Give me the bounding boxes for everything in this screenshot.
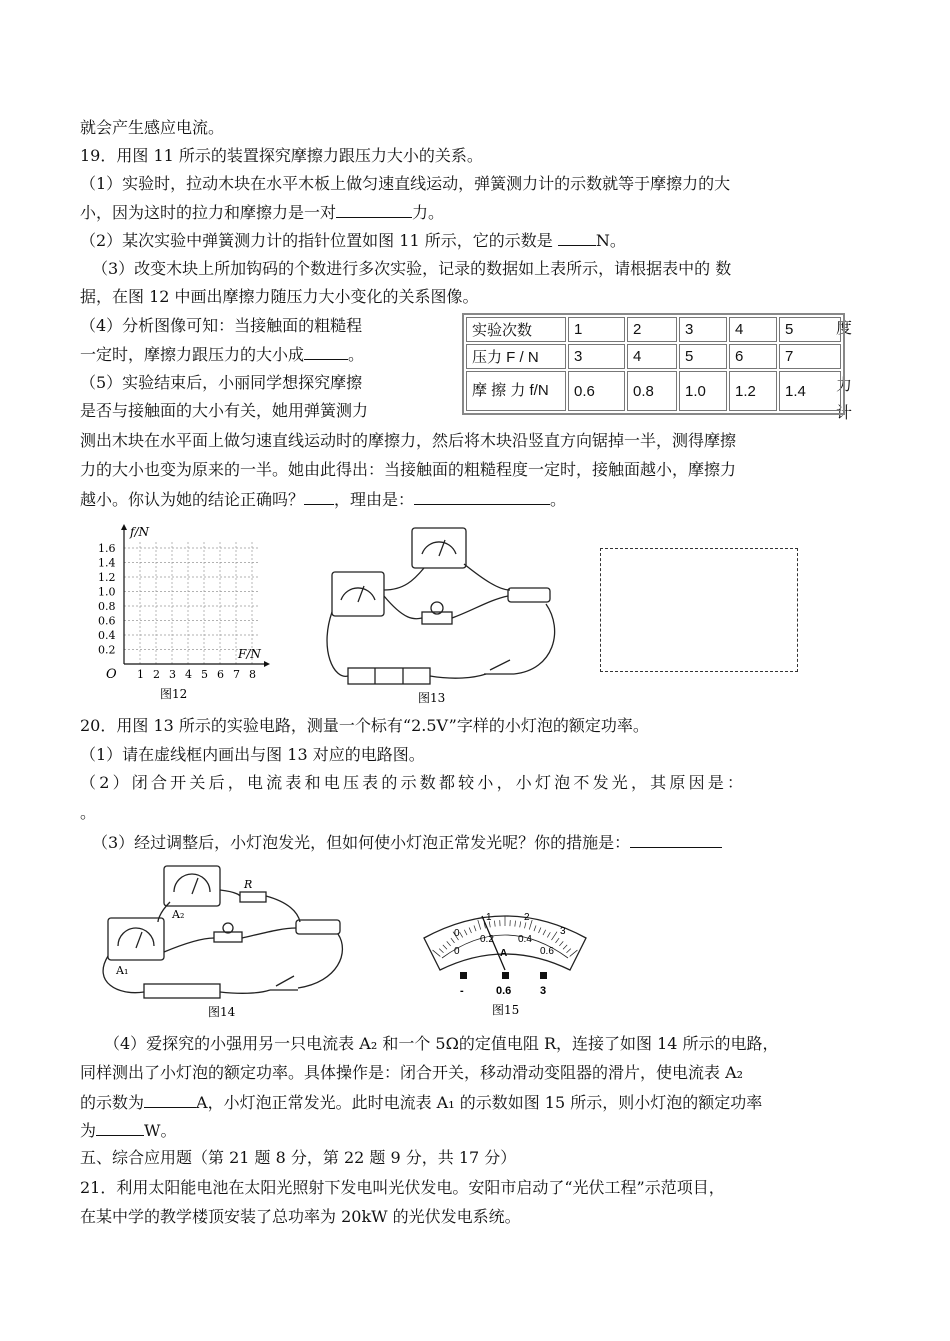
answer-blank[interactable] bbox=[144, 1091, 196, 1108]
dial-tick bbox=[534, 926, 536, 932]
dial-tick bbox=[433, 950, 441, 956]
table-row bbox=[466, 344, 841, 369]
question-19-part4: （4）分析图像可知：当接触面的粗糙程 bbox=[80, 316, 363, 335]
answer-blank[interactable] bbox=[304, 488, 334, 505]
answer-blank[interactable] bbox=[304, 343, 348, 360]
dial-tick bbox=[464, 930, 467, 935]
data-table bbox=[462, 313, 845, 415]
question-20-part1: （1）请在虚线框内画出与图 13 对应的电路图。 bbox=[80, 745, 425, 764]
text: ，理由是： bbox=[334, 490, 415, 509]
cell: 1.2 bbox=[729, 371, 777, 411]
cell: 4 bbox=[627, 344, 677, 369]
cell: 3 bbox=[568, 344, 625, 369]
dial-tick bbox=[474, 926, 476, 932]
table-row bbox=[466, 371, 841, 411]
text: 。 bbox=[550, 490, 567, 509]
switch-icon bbox=[270, 976, 298, 990]
dial-tick bbox=[460, 932, 463, 937]
question-20-part4-c bbox=[80, 1091, 762, 1114]
dial-tick bbox=[570, 950, 578, 956]
cell: 1 bbox=[568, 317, 625, 342]
figure-caption: 图12 bbox=[160, 687, 188, 701]
dial-tick bbox=[439, 949, 443, 953]
cell: 2 bbox=[627, 317, 677, 342]
figure-caption: 图15 bbox=[492, 1003, 520, 1017]
side-text: 力 bbox=[836, 375, 853, 394]
scale-top-label: 2 bbox=[524, 912, 530, 923]
row-label: 摩 擦 力 f/N bbox=[466, 371, 566, 411]
text: N。 bbox=[595, 231, 626, 250]
scale-top-label: 0 bbox=[454, 928, 460, 939]
dial-tick bbox=[447, 941, 451, 946]
question-19-part1: （1）实验时，拉动木块在水平木板上做匀速直线运动，弹簧测力计的示数就等于摩擦力的大 bbox=[80, 174, 731, 193]
text: （2）某次实验中弹簧测力计的指针位置如图 11 所示，它的示数是 bbox=[80, 231, 558, 250]
section-5-title: 五、综合应用题（第 21 题 8 分，第 22 题 9 分，共 17 分） bbox=[80, 1148, 517, 1167]
dial-tick bbox=[543, 930, 546, 935]
unit-label: A bbox=[500, 948, 508, 959]
scale-bottom-label: 0 bbox=[454, 946, 460, 957]
ammeter-a1 bbox=[108, 918, 164, 960]
question-19-part3: （3）改变木块上所加钩码的个数进行多次实验，记录的数据如上表所示，请根据表中的 数 bbox=[92, 259, 732, 278]
x-tick-label: 5 bbox=[201, 668, 208, 681]
y-tick-label: 0.8 bbox=[98, 600, 116, 613]
x-tick-label: 8 bbox=[249, 668, 256, 681]
question-21-text: 21．利用太阳能电池在太阳光照射下发电叫光伏发电。安阳市启动了“光伏工程”示范项目， bbox=[80, 1178, 725, 1197]
dial-tick bbox=[494, 921, 495, 927]
y-axis-label: f/N bbox=[130, 525, 149, 539]
dial-tick bbox=[566, 949, 570, 953]
x-tick-label: 6 bbox=[217, 668, 224, 681]
answer-blank[interactable] bbox=[630, 831, 722, 848]
question-19-part2 bbox=[80, 229, 626, 252]
cell: 0.6 bbox=[568, 371, 625, 411]
label-a1: A₁ bbox=[116, 964, 129, 977]
question-20-title: 20．用图 13 所示的实验电路，测量一个标有“2.5V”字样的小灯泡的额定功率。 bbox=[80, 716, 649, 735]
text-line: 就会产生感应电流。 bbox=[80, 118, 225, 137]
row-label: 实验次数 bbox=[466, 317, 566, 342]
y-tick-label: 1.4 bbox=[98, 556, 116, 570]
text: 的示数为 bbox=[80, 1093, 145, 1112]
y-tick-label: 1.2 bbox=[98, 571, 116, 584]
x-tick-label: 1 bbox=[137, 668, 144, 681]
y-arrow bbox=[121, 524, 127, 530]
dial-tick bbox=[529, 920, 532, 930]
x-tick-label: 2 bbox=[153, 668, 160, 681]
answer-blank[interactable] bbox=[96, 1119, 144, 1136]
battery bbox=[348, 668, 430, 684]
terminal-icon bbox=[502, 972, 509, 979]
question-19-part1-cont bbox=[80, 201, 444, 224]
question-20-part4-b: 同样测出了小灯泡的额定功率。具体操作是：闭合开关，移动滑动变阻器的滑片，使电流表 A₂ bbox=[80, 1063, 744, 1082]
scale-bottom-label: 0.2 bbox=[480, 934, 494, 945]
dial-tick bbox=[469, 927, 471, 933]
switch-icon bbox=[484, 660, 514, 674]
label-a2: A₂ bbox=[172, 908, 185, 921]
figure-caption: 图13 bbox=[418, 691, 446, 705]
text: 一定时，摩擦力跟压力的大小成 bbox=[80, 345, 305, 364]
text: 越小。你认为她的结论正确吗？ bbox=[80, 490, 305, 509]
side-text: 计 bbox=[836, 403, 853, 422]
rheostat bbox=[508, 588, 550, 602]
dial-tick bbox=[556, 938, 560, 943]
question-19-part5-c: 测出木块在水平面上做匀速直线运动时的摩擦力，然后将木块沿竖直方向锯掉一半，测得摩擦 bbox=[80, 431, 737, 450]
scale-bottom-label: 0.4 bbox=[518, 934, 532, 945]
y-tick-label: 0.4 bbox=[98, 629, 116, 642]
answer-blank[interactable] bbox=[414, 488, 550, 505]
answer-blank[interactable] bbox=[336, 201, 412, 218]
cell: 3 bbox=[679, 317, 727, 342]
x-tick-label: 4 bbox=[185, 668, 192, 681]
y-tick-label: 0.2 bbox=[98, 643, 116, 657]
side-text: 度 bbox=[836, 318, 853, 337]
dial-tick bbox=[515, 921, 516, 927]
text: 小，因为这时的拉力和摩擦力是一对 bbox=[80, 203, 337, 222]
ammeter bbox=[332, 572, 384, 616]
dial-tick bbox=[525, 922, 526, 928]
dial-tick bbox=[539, 927, 541, 933]
scale-top-label: 3 bbox=[560, 926, 566, 937]
scale-top-label: 1 bbox=[486, 912, 492, 923]
cell: 4 bbox=[729, 317, 777, 342]
resistor-r bbox=[240, 892, 266, 902]
y-tick-label: 0.6 bbox=[98, 614, 116, 628]
cell: 0.8 bbox=[627, 371, 677, 411]
question-19-part3-cont: 据，在图 12 中画出摩擦力随压力大小变化的关系图像。 bbox=[80, 287, 479, 306]
question-20-part4-d bbox=[80, 1119, 176, 1142]
table-row bbox=[466, 317, 841, 342]
dial-tick bbox=[551, 932, 557, 940]
terminal-label: 0.6 bbox=[496, 985, 512, 997]
battery bbox=[144, 984, 220, 998]
dial-tick bbox=[443, 945, 447, 949]
label-r: R bbox=[244, 878, 253, 891]
dial-tick bbox=[547, 932, 550, 937]
y-tick-label: 1.0 bbox=[98, 585, 116, 599]
cell: 5 bbox=[779, 317, 841, 342]
figure-12-graph bbox=[96, 522, 276, 704]
figure-15-ammeter-dial bbox=[420, 898, 590, 1022]
text: 力。 bbox=[412, 203, 445, 222]
question-19-part4-cont bbox=[80, 343, 364, 366]
figure-13-circuit bbox=[314, 520, 574, 708]
rheostat bbox=[296, 920, 340, 934]
question-19-part5: （5）实验结束后，小丽同学想探究摩擦 bbox=[80, 373, 363, 392]
question-20-part4: （4）爱探究的小强用另一只电流表 A₂ 和一个 5Ω的定值电阻 R，连接了如图 14 所示的电路， bbox=[104, 1034, 779, 1053]
x-tick-label: 3 bbox=[169, 668, 176, 681]
answer-blank[interactable] bbox=[558, 229, 596, 246]
question-19-part5-e bbox=[80, 488, 566, 511]
text: W。 bbox=[144, 1121, 177, 1140]
question-19-part5-d: 力的大小也变为原来的一半。她由此得出：当接触面的粗糙程度一定时，接触面越小，摩擦力 bbox=[80, 460, 737, 479]
cell: 1.0 bbox=[679, 371, 727, 411]
figure-caption: 图14 bbox=[208, 1005, 236, 1019]
cell: 6 bbox=[729, 344, 777, 369]
ammeter-a2 bbox=[164, 866, 220, 906]
dial-tick bbox=[563, 945, 567, 949]
cell: 5 bbox=[679, 344, 727, 369]
question-20-part2-cont: 。 bbox=[80, 803, 97, 822]
dial-tick bbox=[478, 920, 481, 930]
x-axis-label: F/N bbox=[238, 647, 261, 661]
text: 为 bbox=[80, 1121, 97, 1140]
dial-tick bbox=[520, 921, 521, 927]
row-label: 压力 F / N bbox=[466, 344, 566, 369]
cell: 1.4 bbox=[779, 371, 841, 411]
origin-label: O bbox=[106, 667, 117, 682]
x-tick-label: 7 bbox=[233, 668, 240, 681]
question-20-part2: （2）闭合开关后，电流表和电压表的示数都较小，小灯泡不发光，其原因是： bbox=[80, 773, 747, 792]
terminal-label: - bbox=[460, 985, 464, 997]
voltmeter bbox=[412, 528, 466, 568]
cell: 7 bbox=[779, 344, 841, 369]
question-21-text-cont: 在某中学的教学楼顶安装了总功率为 20kW 的光伏发电系统。 bbox=[80, 1207, 521, 1226]
text: A，小灯泡正常发光。此时电流表 A₁ 的示数如图 15 所示，则小灯泡的额定功率 bbox=[196, 1093, 763, 1112]
terminal-icon bbox=[460, 972, 467, 979]
terminal-label: 3 bbox=[540, 985, 547, 997]
y-tick-label: 1.6 bbox=[98, 542, 116, 555]
question-20-part3 bbox=[92, 831, 722, 854]
dial-tick bbox=[559, 941, 563, 946]
text: （3）经过调整后，小灯泡发光，但如何使小灯泡正常发光呢？你的措施是： bbox=[92, 833, 631, 852]
question-19-part5-b: 是否与接触面的大小有关，她用弹簧测力 bbox=[80, 401, 369, 420]
circuit-drawing-box[interactable] bbox=[600, 548, 798, 672]
question-19-title: 19．用图 11 所示的装置探究摩擦力跟压力大小的关系。 bbox=[80, 146, 483, 165]
x-arrow bbox=[264, 661, 270, 667]
text: 。 bbox=[348, 345, 365, 364]
scale-bottom-label: 0.6 bbox=[540, 946, 554, 957]
figure-14-circuit bbox=[88, 862, 356, 1020]
terminal-icon bbox=[540, 972, 547, 979]
